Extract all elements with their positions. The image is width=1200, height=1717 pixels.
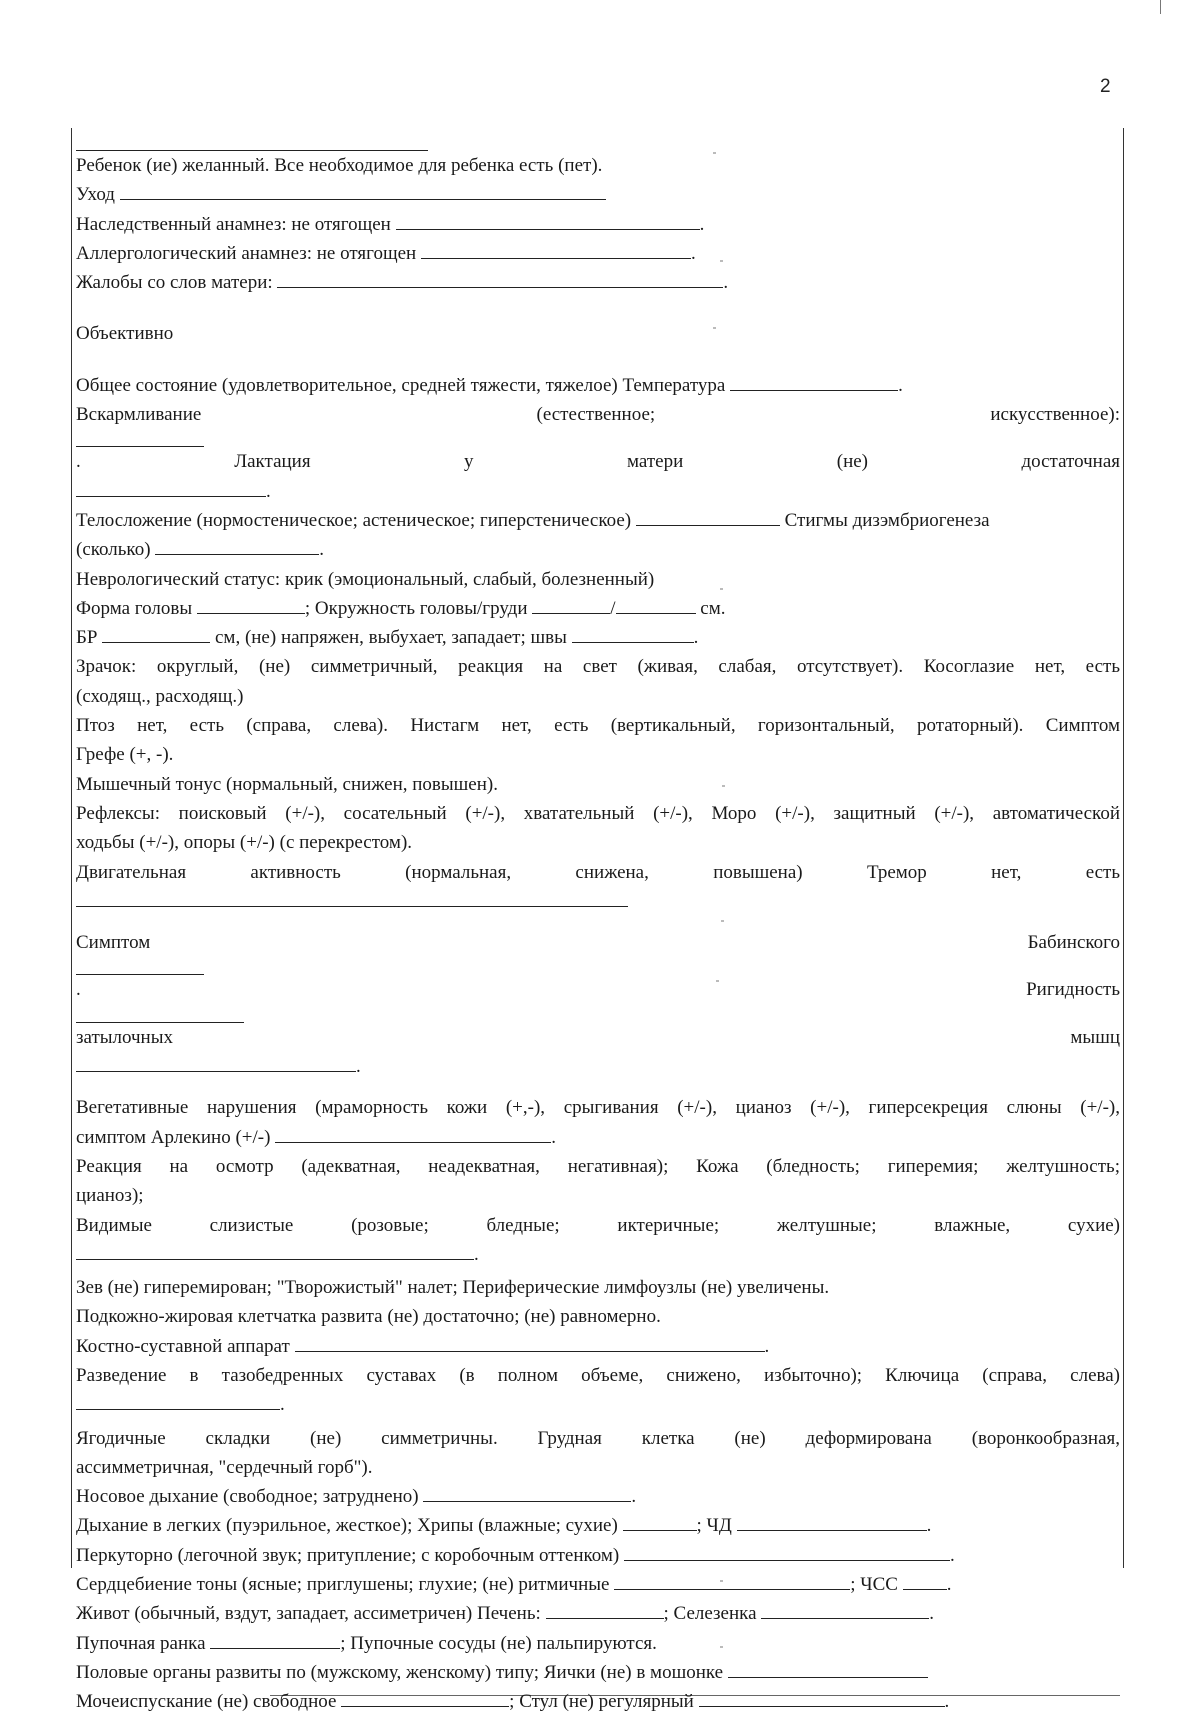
- form-line: [76, 887, 1120, 916]
- fill-blank[interactable]: [636, 508, 780, 526]
- form-line: Аллергологический анамнез: не отягощен .: [76, 242, 696, 264]
- fill-blank[interactable]: [76, 429, 204, 447]
- section-heading: Объективно: [76, 323, 174, 345]
- spacer: [76, 349, 1120, 371]
- form-line: Мышечный тонус (нормальный, снижен, повышен).: [76, 773, 498, 795]
- fill-blank[interactable]: [197, 596, 305, 614]
- form-line: .: [76, 1390, 1120, 1419]
- fill-blank[interactable]: [421, 241, 691, 259]
- form-line: Симптом Бабинского . Ригидность затылочных мышц: [76, 932, 1120, 1048]
- form-line: Пупочная ранка ; Пупочные сосуды (не) пальпируются.: [76, 1632, 657, 1654]
- fill-blank[interactable]: [341, 1689, 509, 1707]
- form-paragraph: Зрачок: округлый, (не) симметричный, реакция на свет (живая, слабая, отсутствует). Косоглазие нет, есть (сходящ., расходящ.): [76, 656, 1120, 707]
- fill-blank[interactable]: [120, 182, 606, 200]
- frame-left-border: [71, 128, 72, 1568]
- form-line: Вскармливание (естественное; искусственное): . Лактация у матери (не) достаточная: [76, 404, 1120, 473]
- spacer: [76, 1081, 1120, 1093]
- fill-blank[interactable]: [623, 1513, 697, 1531]
- form-body: [76, 150, 1120, 1717]
- fill-blank[interactable]: [728, 1660, 928, 1678]
- fill-blank[interactable]: [76, 957, 204, 975]
- form-line: Разведение в тазобедренных суставах (в полном объеме, снижено, избыточно); Ключица (справа, слева): [76, 1364, 1120, 1386]
- form-line: Зев (не) гиперемирован; "Творожистый" налет; Периферические лимфоузлы (не) увеличены.: [76, 1277, 830, 1299]
- spacer: [76, 297, 1120, 319]
- fill-blank[interactable]: [102, 625, 210, 643]
- form-line: .: [76, 1052, 1120, 1081]
- form-line: Мочеиспускание (не) свободное ; Стул (не) регулярный .: [76, 1691, 950, 1713]
- form-line: Сердцебиение тоны (ясные; приглушены; глухие; (не) ритмичные ; ЧСС .: [76, 1574, 952, 1596]
- form-line: .: [76, 477, 1120, 506]
- fill-blank[interactable]: [614, 1572, 850, 1590]
- fill-blank[interactable]: [275, 1125, 551, 1143]
- fill-blank[interactable]: [396, 212, 700, 230]
- fill-blank[interactable]: [423, 1484, 631, 1502]
- form-line: Живот (обычный, вздут, западает, ассиметричен) Печень: ; Селезенка .: [76, 1603, 935, 1625]
- fill-blank[interactable]: [76, 479, 266, 497]
- form-line: Уход: [76, 180, 1120, 209]
- form-line: Ребенок (ие) желанный. Все необходимое для ребенка есть (пет).: [76, 155, 603, 176]
- fill-blank[interactable]: [730, 373, 898, 391]
- form-line: Видимые слизистые (розовые; бледные; иктеричные; желтушные; влажные, сухие): [76, 1214, 1120, 1236]
- fill-blank[interactable]: [277, 270, 723, 288]
- fill-blank[interactable]: [572, 625, 694, 643]
- form-line: Двигательная активность (нормальная, снижена, повышена) Тремор нет, есть: [76, 861, 1120, 883]
- fill-blank[interactable]: [76, 1054, 356, 1072]
- form-line: Форма головы ; Окружность головы/груди / см.: [76, 597, 726, 619]
- fill-blank[interactable]: [155, 537, 319, 555]
- form-paragraph: Рефлексы: поисковый (+/-), сосательный (+/-), хватательный (+/-), Моро (+/-), защитный (+/-), автоматической ходьбы (+/-), опоры (+/-) (с перекрестом).: [76, 802, 1120, 854]
- form-line: Телосложение (нормостеническое; астеническое; гиперстеническое) Стигмы дизэмбриогенеза: [76, 509, 990, 531]
- fill-blank[interactable]: [699, 1689, 945, 1707]
- form-paragraph: Реакция на осмотр (адекватная, неадекватная, негативная); Кожа (бледность; гиперемия; желтушность; цианоз);: [76, 1155, 1120, 1207]
- fill-blank[interactable]: [295, 1334, 765, 1352]
- form-line: Неврологический статус: крик (эмоциональный, слабый, болезненный): [76, 568, 655, 590]
- page-number: 2: [1100, 76, 1111, 97]
- form-line: Жалобы со слов матери: .: [76, 272, 729, 294]
- form-line: (сколько) .: [76, 539, 325, 561]
- form-line: .: [76, 1240, 1120, 1269]
- corner-mark: [1160, 0, 1161, 14]
- fill-blank[interactable]: [76, 1392, 280, 1410]
- frame-right-border: [1123, 128, 1124, 1568]
- form-line: Половые органы развиты по (мужскому, женскому) типу; Яички (не) в мошонке: [76, 1658, 1120, 1687]
- fill-blank[interactable]: [761, 1601, 929, 1619]
- fill-blank[interactable]: [624, 1543, 950, 1561]
- form-line: Дыхание в легких (пуэрильное, жесткое); Хрипы (влажные; сухие) ; ЧД .: [76, 1515, 932, 1537]
- fill-blank[interactable]: [76, 1242, 474, 1260]
- form-paragraph: Птоз нет, есть (справа, слева). Нистагм нет, есть (вертикальный, горизонтальный, ротаторный). Симптом Грефе (+, -).: [76, 715, 1120, 766]
- form-line: Подкожно-жировая клетчатка развита (не) достаточно; (не) равномерно.: [76, 1306, 661, 1328]
- fill-blank[interactable]: [616, 596, 696, 614]
- form-line: симптом Арлекино (+/-) .: [76, 1126, 556, 1148]
- fill-blank[interactable]: [546, 1601, 664, 1619]
- form-line: Перкуторно (легочной звук; притупление; с коробочным оттенком) .: [76, 1544, 955, 1566]
- form-line: БР см, (не) напряжен, выбухает, западает; швы .: [76, 627, 699, 649]
- fill-blank[interactable]: [903, 1572, 947, 1590]
- fill-blank[interactable]: [76, 1005, 244, 1023]
- form-line: Наследственный анамнез: не отягощен .: [76, 213, 705, 235]
- form-paragraph: Вегетативные нарушения (мраморность кожи (+,-), срыгивания (+/-), цианоз (+/-), гиперсекреция слюны (+/-),: [76, 1097, 1120, 1119]
- fill-blank[interactable]: [532, 596, 610, 614]
- fill-blank[interactable]: [210, 1631, 340, 1649]
- spacer: [76, 916, 1120, 928]
- fill-blank[interactable]: [76, 889, 628, 907]
- form-line: Общее состояние (удовлетворительное, средней тяжести, тяжелое) Температура .: [76, 374, 903, 396]
- form-line: Носовое дыхание (свободное; затруднено) .: [76, 1486, 637, 1508]
- form-paragraph: Ягодичные складки (не) симметричны. Грудная клетка (не) деформирована (воронкообразная, ассимметричная, "сердечный горб").: [76, 1427, 1120, 1478]
- fill-blank[interactable]: [737, 1513, 927, 1531]
- form-line: Костно-суставной аппарат .: [76, 1335, 770, 1357]
